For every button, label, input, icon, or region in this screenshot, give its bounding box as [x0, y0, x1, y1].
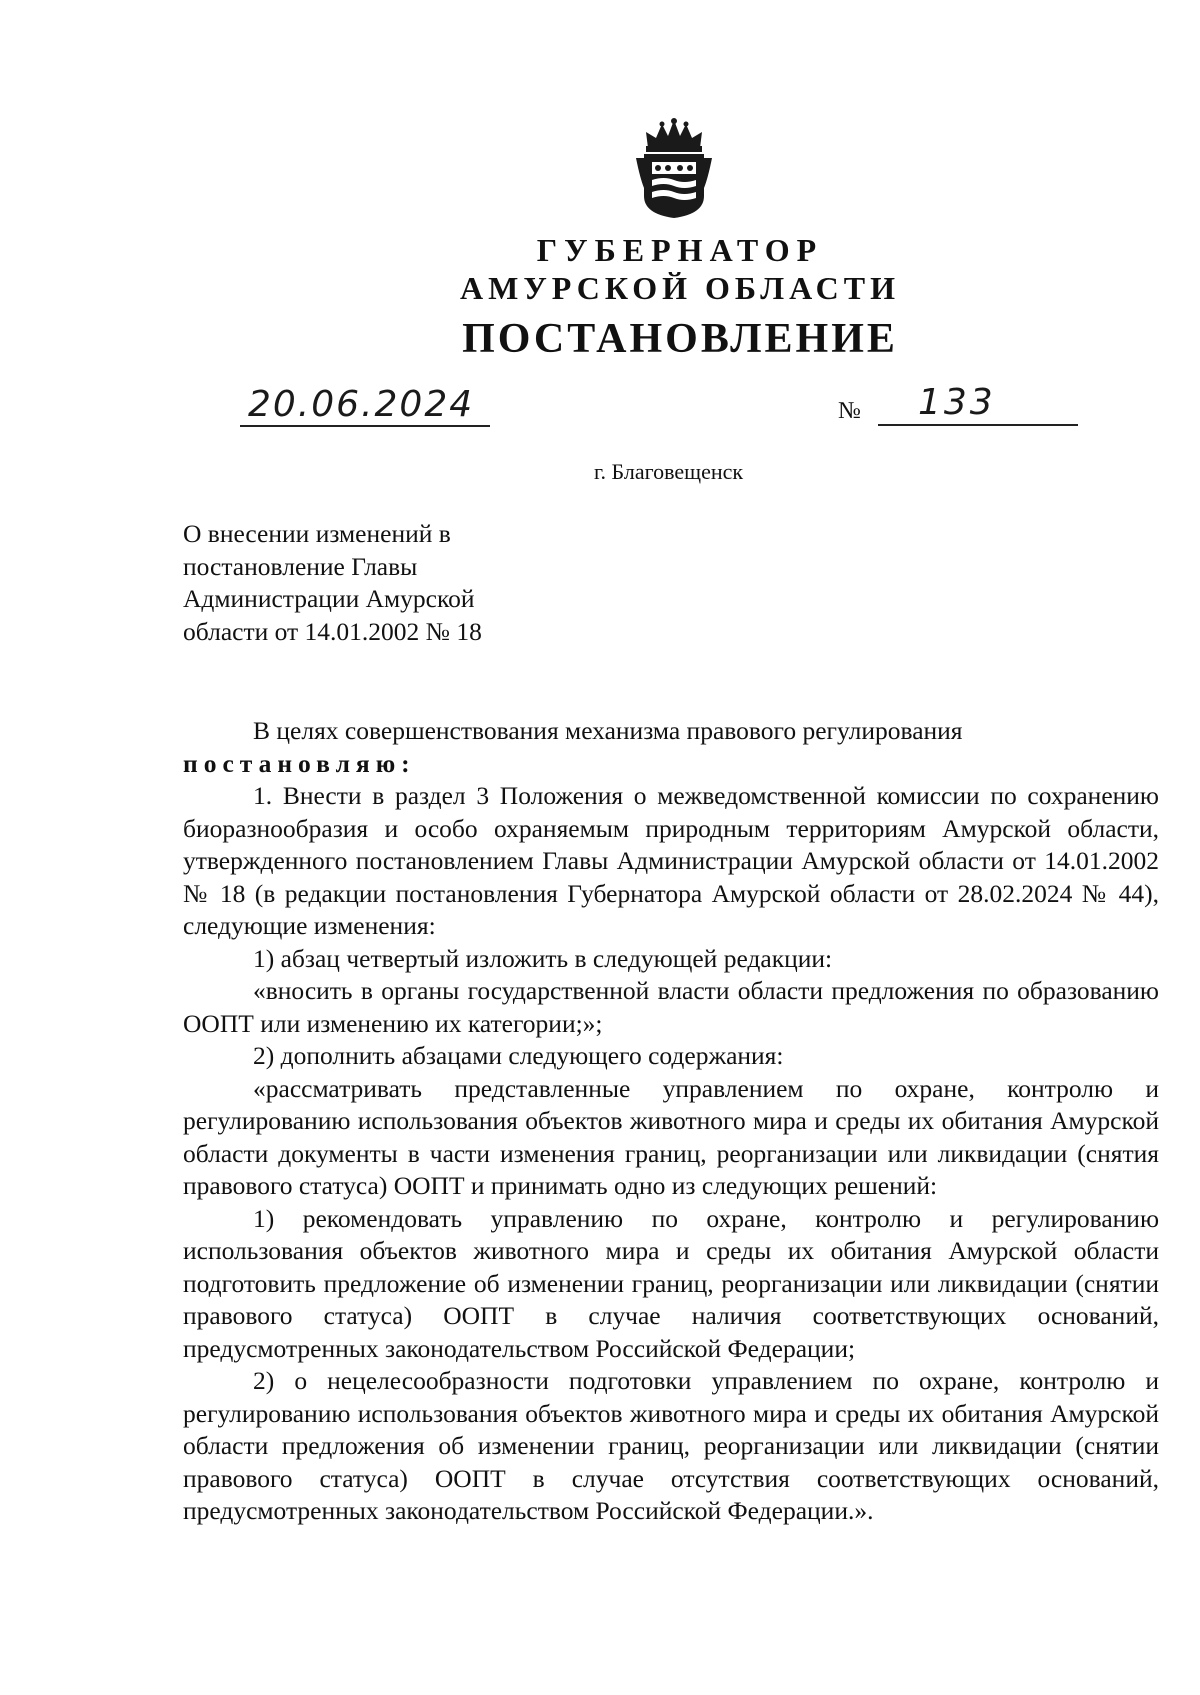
number-underline — [878, 424, 1078, 426]
subject-line: области от 14.01.2002 № 18 — [183, 616, 482, 646]
document-city: г. Благовещенск — [594, 459, 744, 484]
body-paragraph: 1) рекомендовать управлению по охране, контролю и регулированию использования объектов животного мира и среды их обитания Амурской области подготовить предложение об изменении границ, реорганизации или ликвидации (снятии правового статуса) ООПТ в случае наличия соответствующих оснований, предусмотренных законодательством Российской Федерации; — [183, 1203, 1159, 1363]
body-paragraph: 2) дополнить абзацами следующего содержания: — [253, 1041, 784, 1070]
subject-line: постановление Главы — [183, 551, 418, 581]
body-paragraph: 1. Внести в раздел 3 Положения о межведомственной комиссии по сохранению биоразнообразия и особо охраняемым природным территориям Амурской области, утвержденного постановлением Главы Администрации Амурской области от 14.01.2002 № 18 (в редакции постановления Губернатора Амурской области от 28.02.2024 № 44), следующие изменения: — [183, 781, 1159, 940]
heading-governor: ГУБЕРНАТОР — [536, 232, 824, 268]
date-underline — [240, 425, 490, 427]
preamble-paragraph: В целях совершенствования механизма правового регулирования — [253, 716, 963, 745]
heading-document-type: ПОСТАНОВЛЕНИЕ — [462, 316, 898, 362]
body-paragraph: «вносить в органы государственной власти области предложения по образованию ООПТ или изменению их категории;»; — [183, 976, 1159, 1038]
document-subject — [183, 518, 603, 648]
document-number: 133 — [918, 382, 996, 423]
document-body — [183, 715, 1159, 1528]
body-paragraph: «рассматривать представленные управлением по охране, контролю и регулированию использования объектов животного мира и среды их обитания Амурской области документы в части изменения границ, реорганизации или ликвидации (снятия правового статуса) ООПТ и принимать одно из следующих решений: — [183, 1073, 1159, 1200]
body-paragraph: 2) о нецелесообразности подготовки управлением по охране, контролю и регулированию использования объектов животного мира и среды их обитания Амурской области предложения об изменении границ, реорганизации или ликвидации (снятии правового статуса) ООПТ в случае отсутствия соответствующих оснований, предусмотренных законодательством Российской Федерации.». — [183, 1366, 1159, 1525]
subject-line: О внесении изменений в — [183, 519, 451, 548]
heading-region: АМУРСКОЙ ОБЛАСТИ — [460, 270, 900, 306]
body-paragraph: 1) абзац четвертый изложить в следующей редакции: — [253, 943, 833, 973]
subject-line: Администрации Амурской — [183, 584, 475, 613]
document-date: 20.06.2024 — [248, 384, 475, 425]
number-label: № — [838, 398, 861, 424]
decree-word: постановляю: — [183, 748, 416, 778]
amur-region-coat-of-arms-icon — [634, 118, 714, 220]
